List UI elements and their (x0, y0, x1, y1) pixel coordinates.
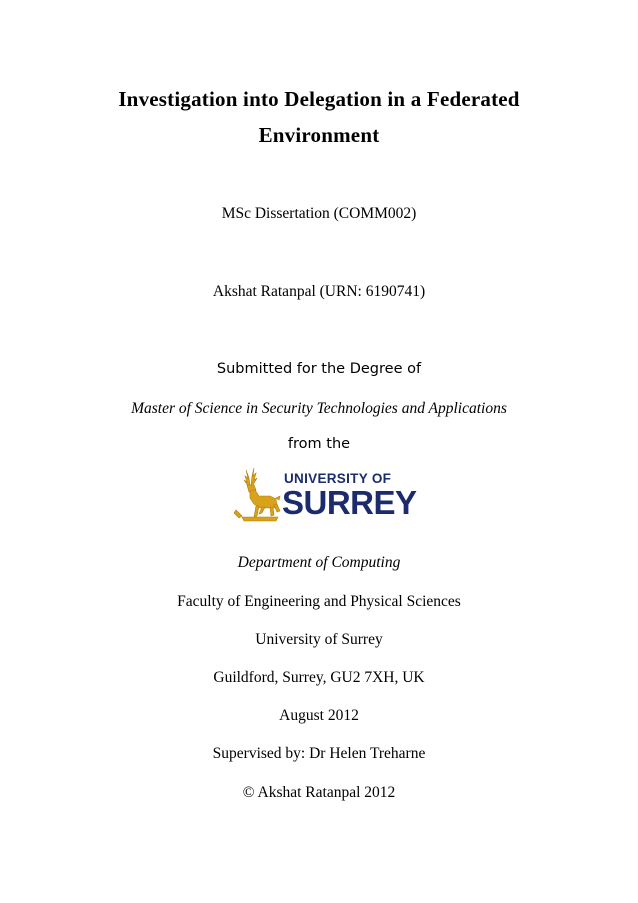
submitted-for: Submitted for the Degree of (216, 361, 422, 377)
title-line-2: Environment (258, 123, 380, 147)
title-line-1: Investigation into Delegation in a Federated (118, 87, 520, 111)
university-logo (232, 466, 417, 524)
logo-university-of: UNIVERSITY OF (284, 471, 392, 486)
copyright: © Akshat Ratanpal 2012 (242, 784, 396, 801)
dissertation-code: MSc Dissertation (COMM002) (221, 205, 417, 222)
department-name: Department of Computing (237, 554, 401, 571)
degree-name: Master of Science in Security Technologies and Applications (131, 400, 507, 417)
author-name: Akshat Ratanpal (URN: 6190741) (212, 283, 426, 300)
logo-surrey: SURREY (282, 484, 417, 521)
from-the: from the (287, 436, 351, 452)
stag-icon (232, 466, 284, 524)
supervisor: Supervised by: Dr Helen Treharne (212, 745, 426, 762)
faculty-name: Faculty of Engineering and Physical Sciences (177, 593, 461, 610)
address: Guildford, Surrey, GU2 7XH, UK (213, 669, 425, 686)
university-name: University of Surrey (255, 631, 383, 648)
submission-date: August 2012 (279, 707, 359, 724)
